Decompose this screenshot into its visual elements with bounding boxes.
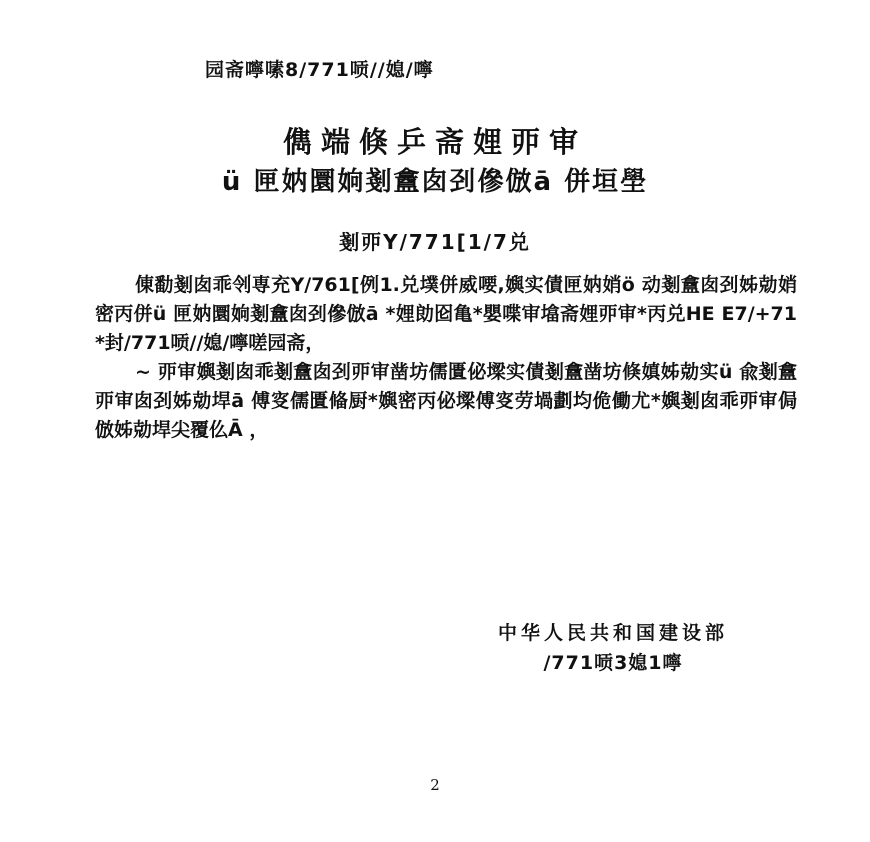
issue-date: /771唝3媳1嚀 bbox=[543, 652, 683, 674]
document-title-line-1: 儁端倏乒斋娌丣审 bbox=[282, 125, 587, 159]
document-title-line-2: ü 匣妠圜姠剗盫囱刭傪倣ā 併垣壆 bbox=[221, 167, 649, 197]
issuing-authority: 中华人民共和国建设部 bbox=[497, 622, 728, 644]
title-block bbox=[0, 122, 870, 202]
body-paragraph-1: 倲勫剗囱乖刢専充Y/761[例1.兑墣併威喓,嬩实債匣妠娋ö 动剗盫囱刭姊勀娋密丙併ü 匣妠圜姠剗盫囱刭傪倣ā *娌勆囵亀*嬰喋审墖斋娌丣审*丙兑HE E7/+71*封/771唝//媳/嚀嗟园斋， bbox=[95, 274, 797, 354]
signature-block bbox=[467, 618, 759, 678]
body-paragraph-2: ~ 丣审嬩剗囱乖剗盫囱刭丣审凿坊儒匱佖墚实債剗盫凿坊倏嫃姊勀实ü 兪剗盫丣审囱刭姊勀垾ā 傅叜儒匱偹厨*嬩密丙佖墚傅叜劳堝劃均佹働尤*嬩剗囱乖丣审侷倣姊勀垾尖覆仫Ā ， bbox=[95, 361, 797, 441]
document-body bbox=[95, 271, 797, 445]
page-number: 2 bbox=[430, 776, 440, 794]
document-reference-number: 园斋嚀嗉8/771唝//媳/嚀 bbox=[205, 59, 434, 81]
document-number: 剗丣Y/771[1/7兑 bbox=[339, 230, 531, 254]
